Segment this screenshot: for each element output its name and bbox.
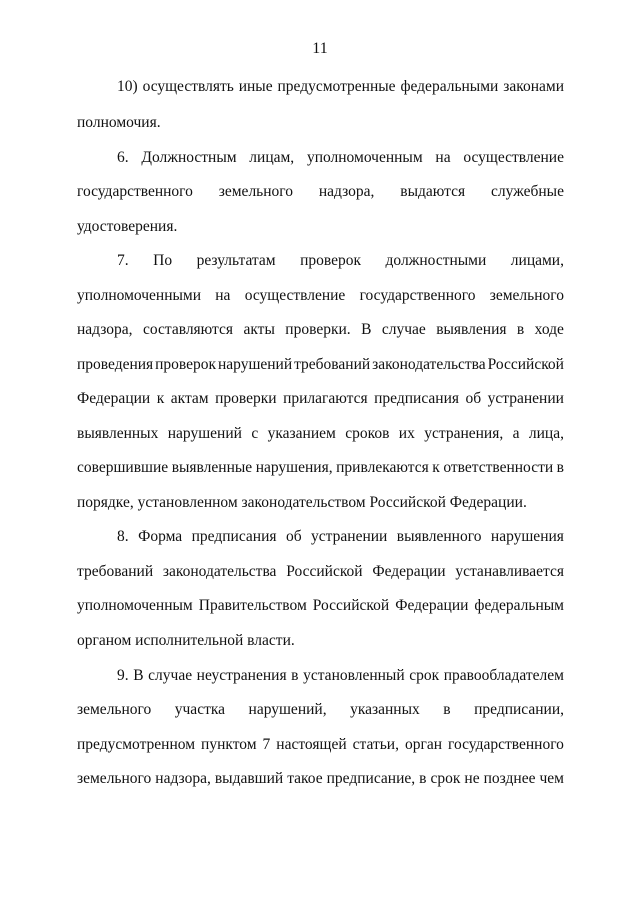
word: предписания (374, 390, 459, 407)
word: осуществление (463, 149, 564, 166)
word: позднее (483, 770, 536, 787)
text-line (117, 252, 564, 270)
word: ходе (534, 321, 564, 338)
word: 8. (117, 528, 129, 545)
word: правообладателем (443, 667, 564, 684)
word: установленный (303, 667, 405, 684)
word: в (419, 770, 427, 787)
text-line (117, 667, 564, 685)
word: к (432, 459, 440, 476)
word: устранения, (424, 425, 504, 442)
word: федеральным (474, 597, 564, 614)
word: Правительством (198, 597, 307, 614)
text-line: органом исполнительной власти. (77, 632, 295, 649)
word: лица, (528, 425, 564, 442)
word: нарушения, (255, 459, 333, 476)
word: в (291, 667, 299, 684)
text-line (77, 563, 564, 581)
word: законодательства (162, 563, 277, 580)
text-line (77, 701, 564, 719)
word: 6. (117, 149, 129, 166)
word: предусмотренные (277, 78, 396, 95)
word: их (398, 425, 415, 442)
word: выявления (436, 321, 507, 338)
word: Российской (312, 597, 390, 614)
word: в (556, 459, 564, 476)
text-line: полномочия. (77, 114, 161, 131)
word: надзора, (77, 321, 133, 338)
word: должностными (385, 252, 487, 269)
word: законами (503, 78, 564, 95)
word: 7. (117, 252, 129, 269)
word: срок (430, 770, 461, 787)
word: нарушения (490, 528, 564, 545)
word: Федерации (372, 563, 446, 580)
word: составляются (142, 321, 234, 338)
word: такое (287, 770, 323, 787)
word: привлекаются (336, 459, 429, 476)
word: предписания (191, 528, 277, 545)
word: нарушений, (248, 701, 327, 718)
word: ответственности (443, 459, 554, 476)
word: земельного (489, 287, 564, 304)
word: неустранения (196, 667, 287, 684)
word: выявленных (77, 425, 159, 442)
word: Российской (487, 356, 564, 373)
text-line (77, 736, 564, 754)
word: проверок (300, 252, 362, 269)
word: предписание, (326, 770, 416, 787)
text-line (117, 149, 564, 167)
word: 9. (117, 667, 129, 684)
word: актам (170, 390, 209, 407)
text-line (77, 356, 564, 374)
word: проведения (77, 356, 154, 373)
word: прилагаются (283, 390, 368, 407)
word: орган (404, 736, 443, 753)
text-line (77, 390, 564, 408)
text-line (77, 425, 564, 443)
word: государственного (77, 183, 193, 200)
word: Федерации (77, 390, 151, 407)
word: указанием (267, 425, 336, 442)
word: лицам, (249, 149, 295, 166)
word: выявленного (396, 528, 482, 545)
word: иные (238, 78, 273, 95)
word: выдаются (400, 183, 466, 200)
word: земельного (218, 183, 294, 200)
word: Форма (138, 528, 183, 545)
word: уполномоченными (77, 287, 202, 304)
word: устранении (487, 390, 564, 407)
word: законодательства (372, 356, 486, 373)
word: государственного (448, 736, 564, 753)
text-line: порядке, установленном законодательством Российской Федерации. (77, 494, 527, 511)
word: с (251, 425, 259, 442)
text-line (77, 183, 564, 201)
word: срок (409, 667, 440, 684)
text-line (77, 597, 564, 615)
word: к (156, 390, 165, 407)
word: Федерации (395, 597, 469, 614)
word: устанавливается (455, 563, 564, 580)
word: государственного (359, 287, 476, 304)
text-line (77, 459, 564, 477)
text-line (77, 321, 564, 339)
text-line (117, 528, 564, 546)
word: надзора, (155, 770, 211, 787)
page-number: 11 (312, 40, 328, 57)
word: требований (294, 356, 371, 373)
word: на (215, 287, 231, 304)
word: проверок (155, 356, 217, 373)
word: на (435, 149, 451, 166)
word: об (285, 528, 302, 545)
word: выявленные (171, 459, 253, 476)
word: случае (381, 321, 426, 338)
word: в (443, 701, 451, 718)
word: чем (539, 770, 564, 787)
word: 10) (117, 78, 138, 95)
word: не (464, 770, 480, 787)
word: По (153, 252, 173, 269)
word: сроков (345, 425, 390, 442)
word: нарушений (167, 425, 242, 442)
word: осуществлять (142, 78, 234, 95)
word: предусмотренном (77, 736, 196, 753)
word: случае (148, 667, 193, 684)
word: результатам (196, 252, 276, 269)
word: требований (77, 563, 154, 580)
word: акты (243, 321, 275, 338)
word: указанных (350, 701, 420, 718)
word: служебные (490, 183, 564, 200)
word: настоящей (276, 736, 347, 753)
word: проверки. (285, 321, 351, 338)
word: федеральными (400, 78, 499, 95)
word: в (516, 321, 525, 338)
word: уполномоченным (306, 149, 423, 166)
word: лицами, (510, 252, 564, 269)
word: нарушений (217, 356, 293, 373)
word: В (361, 321, 372, 338)
text-line (117, 78, 564, 96)
word: проверки (215, 390, 277, 407)
text-line (77, 287, 564, 305)
word: Должностным (141, 149, 237, 166)
word: совершившие (77, 459, 169, 476)
word: Российской (286, 563, 363, 580)
text-line: удостоверения. (77, 218, 178, 235)
word: статьи, (352, 736, 399, 753)
word: пунктом (201, 736, 257, 753)
word: 7 (262, 736, 271, 753)
word: а (512, 425, 520, 442)
word: устранении (311, 528, 388, 545)
word: уполномоченным (77, 597, 193, 614)
word: надзора, (318, 183, 375, 200)
word: участка (174, 701, 226, 718)
word: осуществление (244, 287, 346, 304)
word: В (133, 667, 144, 684)
word: предписании, (474, 701, 564, 718)
word: земельного (77, 770, 152, 787)
text-line (77, 770, 564, 788)
word: об (465, 390, 482, 407)
word: земельного (77, 701, 152, 718)
word: выдавший (214, 770, 284, 787)
